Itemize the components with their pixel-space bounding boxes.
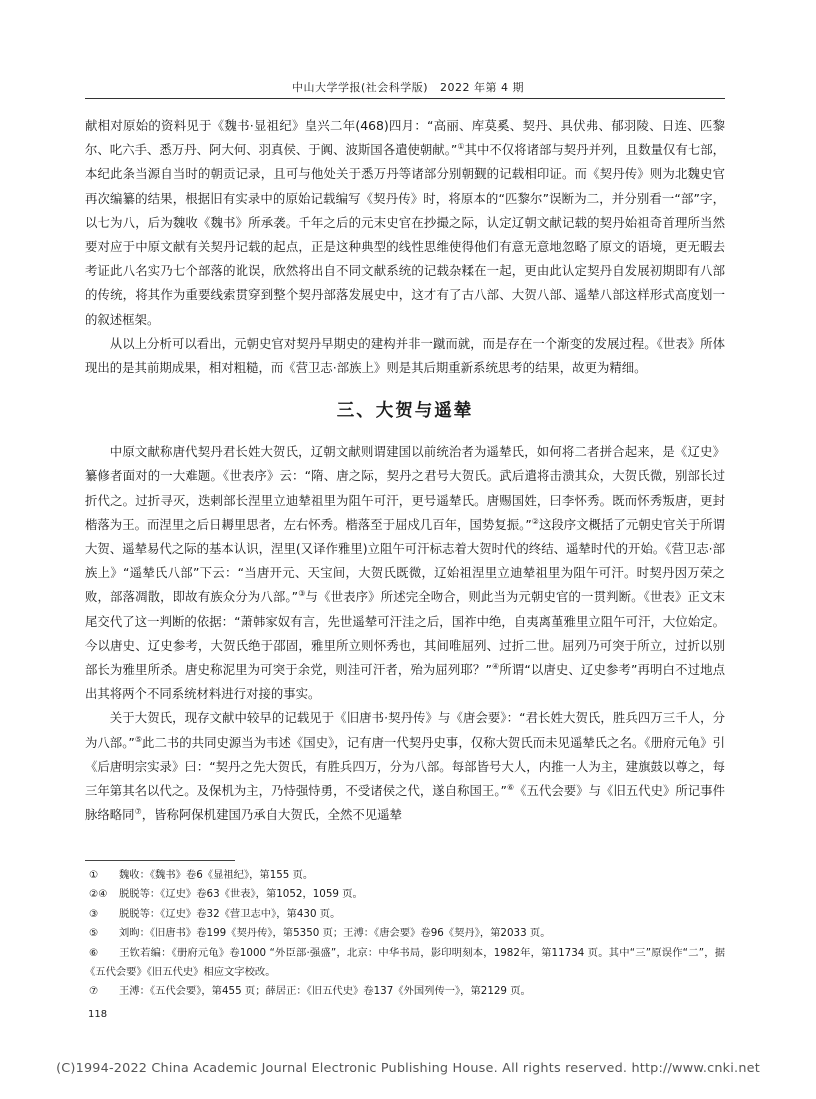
footnote-ref[interactable]: ①: [457, 142, 465, 152]
footnote-mark: ①: [89, 869, 99, 881]
footnote: ⑥ 王钦若编：《册府元龟》卷1000 “外臣部·强盛”，北京：中华书局，影印明刻本，1982年，第11734 页。其中“三”原误作“二”，据《五代会要》《旧五代史》相应文字校改。: [85, 944, 725, 983]
header-rule: [85, 98, 725, 99]
issue-label: 2022 年第 4 期: [440, 81, 525, 94]
footnote: ① 魏收：《魏书》卷6《显祖纪》，第155 页。: [85, 866, 725, 885]
footnote-ref[interactable]: ⑤: [134, 734, 143, 744]
section-title: 三、大贺与遥辇: [336, 401, 474, 422]
footnote-mark: ③: [89, 907, 99, 920]
footnote-ref[interactable]: ⑥: [506, 783, 515, 793]
paragraph-3: 中原文献称唐代契丹君长姓大贺氏，辽朝文献则谓建国以前统治者为遥辇氏，如何将二者拼合起来，是《辽史》纂修者面对的一大难题。《世表序》云：“隋、唐之际，契丹之君号大贺氏。武后遣将击溃其众，大贺氏微，别部长过折代之。过折寻灭，迭剌部长涅里立迪辇祖里为阻午可汗，更号遥辇氏。唐赐国姓，曰李怀秀。既而怀秀叛唐，更封楷落为王。而涅里之后日耨里思者，左右怀秀。楷落至于屈戍几百年，国势复振。”②这段序文概括了元朝史官关于所谓大贺、遥辇易代之际的基本认识，涅里(又译作雅里)立阻午可汗标志着大贺时代的终结、遥辇时代的开始。《营卫志·部族上》“遥辇氏八部”下云：“当唐开元、天宝间，大贺氏既微，辽始祖涅里立迪辇祖里为阻午可汗。时契丹因万荣之败，部落凋散，即故有族众分为八部。”③与《世表序》所述完全吻合，则此当为元朝史官的一贯判断。《世表》正文末尾交代了这一判断的依据：“萧韩家奴有言，先世遥辇可汗洼之后，国祚中绝，自夷离堇雅里立阻午可汗，大位始定。今以唐史、辽史参考，大贺氏绝于邵固，雅里所立则怀秀也，其间唯屈列、过折二世。屈列乃可突于所立，过折以别部长为雅里所杀。唐史称泥里为可突于余党，则洼可汗者，殆为屈列耶？”④所谓“以唐史、辽史参考”再明白不过地点出其将两个不同系统材料进行对接的事实。: [85, 444, 726, 702]
paragraph-2: 从以上分析可以看出，元朝史官对契丹早期史的建构并非一蹴而就，而是存在一个渐变的发展过程。《世表》所体现出的是其前期成果，相对粗糙，而《营卫志·部族上》则是其后期重新系统思考的结果，故更为精细。: [85, 335, 725, 376]
footnote: ③ 脱脱等：《辽史》卷32《营卫志中》，第430 页。: [85, 905, 725, 924]
paragraph-1: 献相对原始的资料见于《魏书·显祖纪》皇兴二年(468)四月：“高丽、库莫奚、契丹、具伏弗、郁羽陵、日连、匹黎尔、叱六手、悉万丹、阿大何、羽真侯、于阗、波斯国各遣使朝献。”①其中不仅将诸部与契丹并列，且数量仅有七部，本纪此条当源自当时的朝贡记录，且可与他处关于悉万丹等诸部分别朝觐的记载相印证。而《契丹传》则为北魏史官再次编纂的结果，根据旧有实录中的原始记载编写《契丹传》时，将原本的“匹黎尔”误断为二，并分别看一“部”字，以七为八，后为魏收《魏书》所承袭。千年之后的元末史官在抄撮之际，认定辽朝文献记载的契丹始祖奇首理所当然要对应于中原文献有关契丹记载的起点，正是这种典型的线性思维使得他们有意无意地忽略了原文的语境，更无暇去考证此八名实乃七个部落的讹误，欣然将出自不同文献系统的记载杂糅在一起，更由此认定契丹自发展初期即有八部的传统，将其作为重要线索贯穿到整个契丹部落发展史中，这才有了古八部、大贺八部、遥辇八部这样形式高度划一的叙述框架。: [85, 118, 726, 327]
copyright-line: (C)1994-2022 China Academic Journal Electronic Publishing House. All rights reserved. http://www.cnki.net: [56, 1061, 760, 1076]
running-header: [0, 79, 816, 95]
footnote-mark: ⑥: [89, 946, 99, 959]
footnote-ref[interactable]: ④: [491, 662, 500, 672]
footnote: ⑤ 刘昫：《旧唐书》卷199《契丹传》，第5350 页；王溥：《唐会要》卷96《契丹》，第2033 页。: [85, 924, 725, 943]
footnote-ref[interactable]: ③: [298, 589, 306, 599]
footnote-mark: ⑤: [89, 927, 99, 940]
footnote-mark: ②④: [89, 888, 108, 901]
footnote-ref[interactable]: ⑦: [134, 807, 142, 817]
page-number: 118: [88, 1009, 108, 1020]
paragraph-4: 关于大贺氏，现存文献中较早的记载见于《旧唐书·契丹传》与《唐会要》：“君长姓大贺氏，胜兵四万三千人，分为八部。”⑤此二书的共同史源当为韦述《国史》，记有唐一代契丹史事，仅称大贺氏而未见遥辇氏之名。《册府元龟》引《后唐明宗实录》曰：“契丹之先大贺氏，有胜兵四万，分为八部。每部皆号大人，内推一人为主，建旗鼓以尊之，每三年第其名以代之。及保机为主，乃恃强恃勇，不受诸侯之代，遂自称国王。”⑥《五代会要》与《旧五代史》所记事件脉络略同⑦，皆称阿保机建国乃承自大贺氏，全然不见遥辇: [85, 710, 726, 823]
footnote-ref[interactable]: ②: [531, 516, 539, 526]
footnote: ⑦ 王溥：《五代会要》，第455 页；薛居正：《旧五代史》卷137《外国列传一》，第2129 页。: [85, 982, 725, 1001]
footnote-mark: ⑦: [89, 985, 99, 998]
article-body: [85, 114, 725, 827]
footnote-rule: [85, 860, 235, 861]
journal-name: 中山大学学报(社会科学版): [291, 81, 429, 94]
footnote: ②④ 脱脱等：《辽史》卷63《世表》，第1052，1059 页。: [85, 885, 725, 904]
footnotes: [85, 866, 725, 1002]
